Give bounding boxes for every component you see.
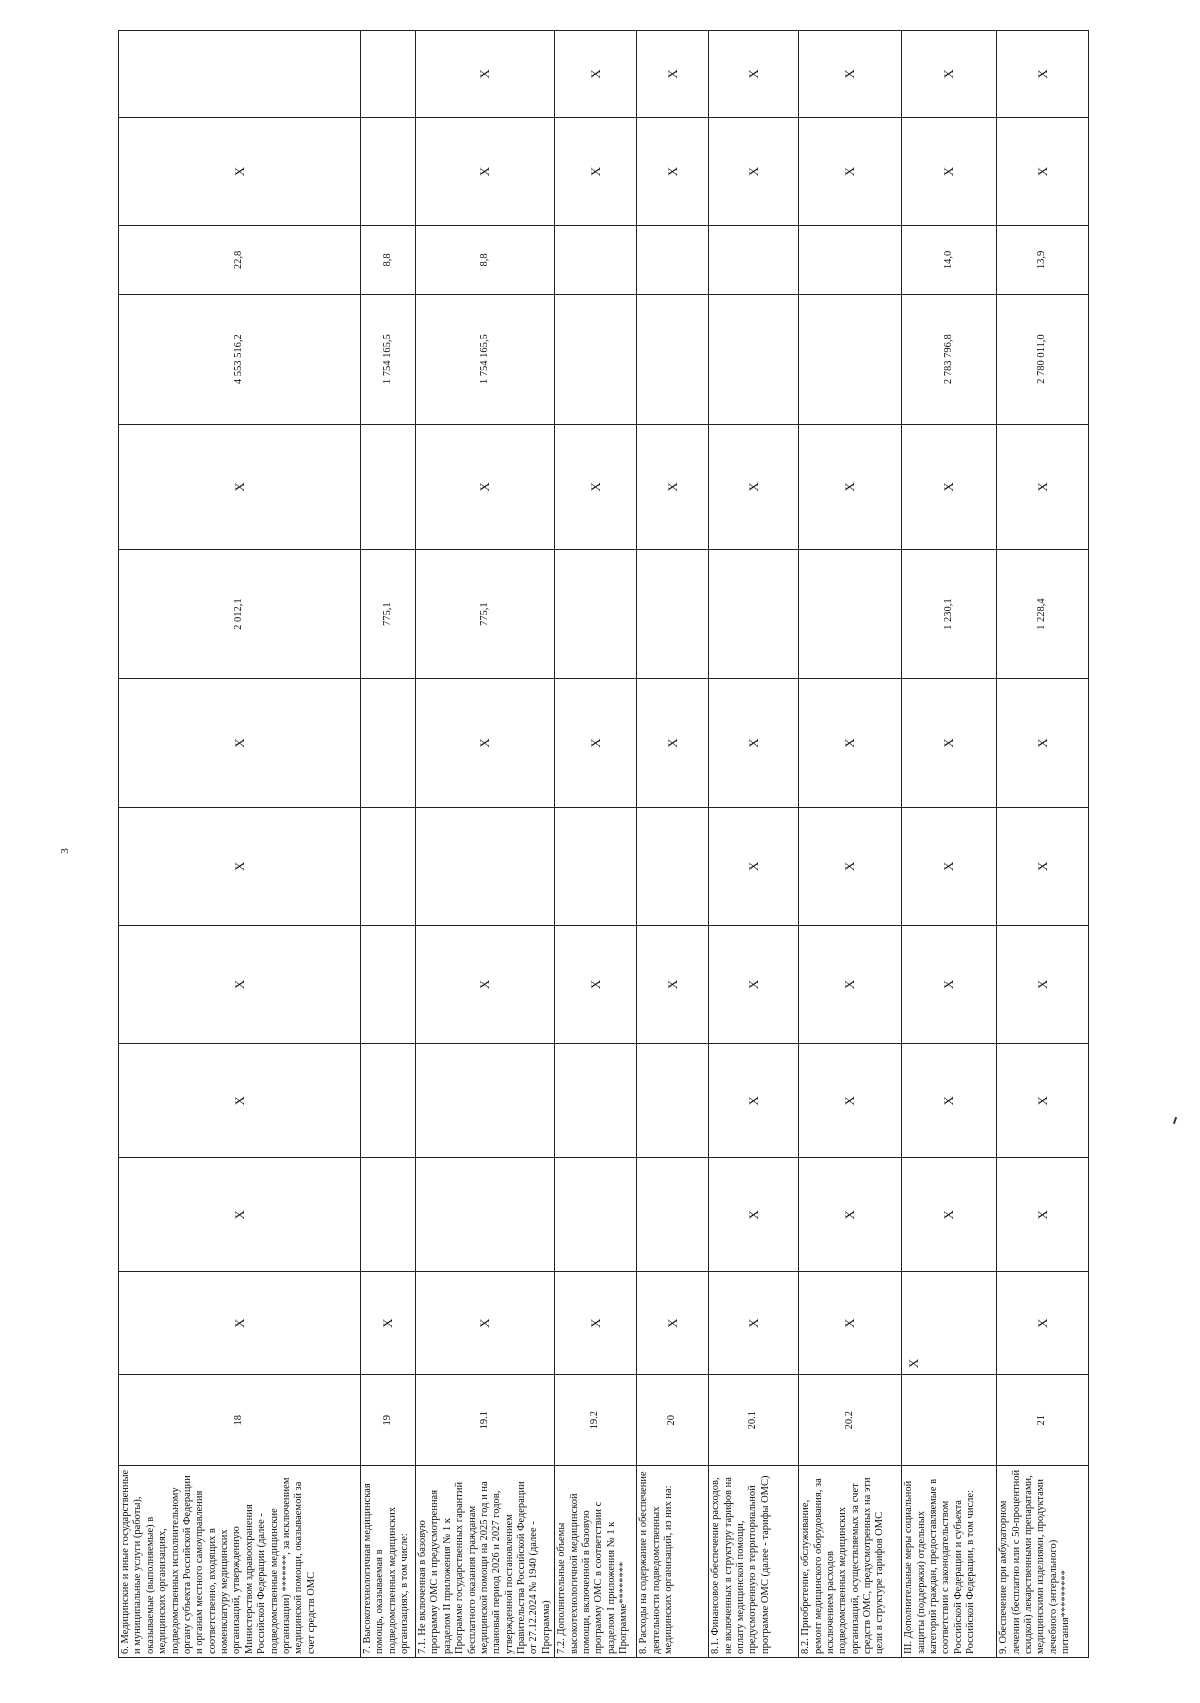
table-cell: X — [997, 117, 1089, 225]
row-label: 6. Медицинские и иные государственные и муниципальные услуги (работы), оказываемые (выполняемые) в медицинских организациях, подведомственных исполнительному органу субъекта Российской Федерации и органам местного самоуправления соответственно, входящих в номенклатуру медицинских организаций, утвержденную Министерством здравоохранения Российской Федерации (далее - подведомственные медицинские организации) *******, за исключением медицинской помощи, оказываемой за счет средств ОМС — [119, 1466, 361, 1658]
table-cell — [709, 226, 799, 294]
table-cell: X — [997, 1272, 1089, 1375]
line-number: 19 — [361, 1375, 416, 1466]
table-cell: 2 012,1 — [119, 550, 361, 679]
row-label: 7. Высокотехнологичная медицинская помощь, оказываемая в подведомственных медицинских организациях, в том числе: — [361, 1466, 416, 1658]
table-cell — [799, 294, 902, 424]
table-cell: X — [637, 424, 709, 550]
table-cell: 1 754 165,5 — [361, 294, 416, 424]
table-cell: X — [902, 925, 997, 1044]
table-cell: X — [416, 31, 555, 118]
table-row — [799, 31, 902, 1658]
table-row — [119, 31, 361, 1658]
table-cell: X — [555, 424, 637, 550]
table-cell: X — [555, 925, 637, 1044]
table-cell: X — [997, 808, 1089, 926]
table-cell: X — [416, 925, 555, 1044]
table-cell: X — [637, 1272, 709, 1375]
table-cell — [555, 550, 637, 679]
table-cell: X — [637, 117, 709, 225]
table-cell: X — [709, 424, 799, 550]
table-cell: X — [799, 808, 902, 926]
table-cell: 13,9 — [997, 226, 1089, 294]
table-cell: X — [902, 424, 997, 550]
table-row — [637, 31, 709, 1658]
table-cell: X — [637, 31, 709, 118]
rotated-table-container — [118, 30, 1071, 1658]
table-row — [416, 31, 555, 1658]
scan-speck — [1173, 1117, 1177, 1124]
table-cell: 775,1 — [416, 550, 555, 679]
table-cell: X — [799, 31, 902, 118]
table-cell — [119, 31, 361, 118]
table-cell: X — [119, 1272, 361, 1375]
table-cell — [361, 1158, 416, 1272]
line-number: 20.2 — [799, 1375, 902, 1466]
table-cell: X — [555, 1272, 637, 1375]
line-number: 19.2 — [555, 1375, 637, 1466]
table-cell — [416, 1158, 555, 1272]
table-cell — [555, 1044, 637, 1158]
table-cell: X — [997, 424, 1089, 550]
table-cell: X — [416, 1272, 555, 1375]
table-row — [555, 31, 637, 1658]
table-cell: X — [902, 1158, 997, 1272]
table-cell: X — [555, 31, 637, 118]
line-number: 21 — [997, 1375, 1089, 1466]
table-cell: X — [416, 117, 555, 225]
table-cell — [637, 1044, 709, 1158]
table-cell: X — [119, 117, 361, 225]
table-cell: X — [799, 925, 902, 1044]
page-number: 3 — [58, 848, 71, 854]
table-cell: X — [902, 1044, 997, 1158]
table-cell: X — [799, 1272, 902, 1375]
table-cell: X — [799, 1158, 902, 1272]
table-cell: X — [119, 679, 361, 808]
row-label: 9. Обеспечение при амбулаторном лечении (бесплатно или с 50-процентной скидкой) лекарственными препаратами, медицинскими изделиями, продуктами лечебного (энтерального) питания********* — [997, 1466, 1089, 1658]
row-label: 7.2. Дополнительные объемы высокотехнологичной медицинской помощи, включенной в базовую программу ОМС в соответствии с разделом I приложения № 1 к Программе******** — [555, 1466, 637, 1658]
table-cell — [799, 550, 902, 679]
table-cell: X — [709, 679, 799, 808]
table-cell: X — [799, 424, 902, 550]
line-number: 20 — [637, 1375, 709, 1466]
table-cell: X — [902, 1272, 997, 1375]
table-cell — [637, 226, 709, 294]
table-cell: X — [902, 679, 997, 808]
table-cell — [709, 550, 799, 679]
table-cell: X — [637, 679, 709, 808]
table-cell: X — [555, 117, 637, 225]
row-label: 8. Расходы на содержание и обеспечение деятельности подведомственных медицинских организаций, из них на: — [637, 1466, 709, 1658]
table-cell: 1 230,1 — [902, 550, 997, 679]
table-cell: X — [799, 117, 902, 225]
table-cell: X — [997, 1158, 1089, 1272]
table-cell — [361, 31, 416, 118]
table-cell — [416, 808, 555, 926]
table-cell — [555, 1158, 637, 1272]
table-cell — [361, 424, 416, 550]
table-cell: 4 553 516,2 — [119, 294, 361, 424]
table-cell: X — [119, 925, 361, 1044]
row-label: 7.1. Не включенная в базовую программу ОМС и предусмотренная разделом II приложения № 1 к Программе государственных гарантий бесплатного оказания гражданам медицинской помощи на 2025 год и на плановый период 2026 и 2027 годов, утвержденной постановлением Правительства Российской Федерации от 27.12.2024 № 1940 (далее - Программа) — [416, 1466, 555, 1658]
table-cell: 14,0 — [902, 226, 997, 294]
table-cell: 1 754 165,5 — [416, 294, 555, 424]
table-cell: X — [709, 1044, 799, 1158]
table-cell: X — [902, 117, 997, 225]
table-cell: X — [361, 1272, 416, 1375]
table-cell — [637, 1158, 709, 1272]
table-cell — [799, 226, 902, 294]
table-cell: 1 228,4 — [997, 550, 1089, 679]
table-cell — [555, 226, 637, 294]
table-cell — [361, 679, 416, 808]
table-cell: X — [997, 31, 1089, 118]
table-cell: 8,8 — [361, 226, 416, 294]
table-cell: X — [416, 424, 555, 550]
table-cell: X — [997, 679, 1089, 808]
table-cell: X — [709, 925, 799, 1044]
table-cell: X — [709, 1272, 799, 1375]
table-row — [902, 31, 997, 1658]
table-row — [997, 31, 1089, 1658]
line-number — [902, 1375, 997, 1466]
table-cell: X — [119, 1044, 361, 1158]
table-cell — [637, 294, 709, 424]
row-label: 8.2. Приобретение, обслуживание, ремонт медицинского оборудования, за исключением расходов подведомственных медицинских организаций, осуществляемых за счет средств ОМС, предусмотренных на эти цели в структуре тарифов ОМС — [799, 1466, 902, 1658]
table-cell: 22,8 — [119, 226, 361, 294]
table-cell: X — [709, 1158, 799, 1272]
table-cell: X — [709, 31, 799, 118]
table-cell: X — [799, 1044, 902, 1158]
table-cell: 2 780 011,0 — [997, 294, 1089, 424]
table-cell: X — [416, 679, 555, 808]
table-cell — [361, 1044, 416, 1158]
row-label: 8.1. Финансовое обеспечение расходов, не включенных в структуру тарифов на оплату медицинской помощи, предусмотренную в территориальной программе ОМС (далее - тарифы ОМС) — [709, 1466, 799, 1658]
table-cell: X — [637, 925, 709, 1044]
table-cell — [637, 808, 709, 926]
table-cell: X — [119, 1158, 361, 1272]
table-cell: X — [997, 925, 1089, 1044]
table-cell: X — [119, 424, 361, 550]
table-cell: X — [709, 808, 799, 926]
table-row — [709, 31, 799, 1658]
table-cell — [361, 925, 416, 1044]
table-cell — [416, 1044, 555, 1158]
row-label: III. Дополнительные меры социальной защиты (поддержки) отдельных категорий граждан, предоставляемые в соответствии с законодательством Российской Федерации и субъекта Российской Федерации, в том числе: — [902, 1466, 997, 1658]
table-cell: X — [709, 117, 799, 225]
line-number: 19.1 — [416, 1375, 555, 1466]
table-cell — [361, 117, 416, 225]
table-cell — [709, 294, 799, 424]
line-number: 20.1 — [709, 1375, 799, 1466]
table-cell — [555, 808, 637, 926]
table-cell: X — [799, 679, 902, 808]
table-cell: X — [902, 808, 997, 926]
table-cell — [637, 550, 709, 679]
budget-table — [118, 30, 1089, 1658]
table-cell: 775,1 — [361, 550, 416, 679]
table-cell: X — [119, 808, 361, 926]
table-row — [361, 31, 416, 1658]
line-number: 18 — [119, 1375, 361, 1466]
table-cell: 2 783 796,8 — [902, 294, 997, 424]
table-cell — [361, 808, 416, 926]
table-cell: 8,8 — [416, 226, 555, 294]
table-cell: X — [997, 1044, 1089, 1158]
table-cell — [555, 294, 637, 424]
table-cell: X — [902, 31, 997, 118]
table-cell: X — [555, 679, 637, 808]
